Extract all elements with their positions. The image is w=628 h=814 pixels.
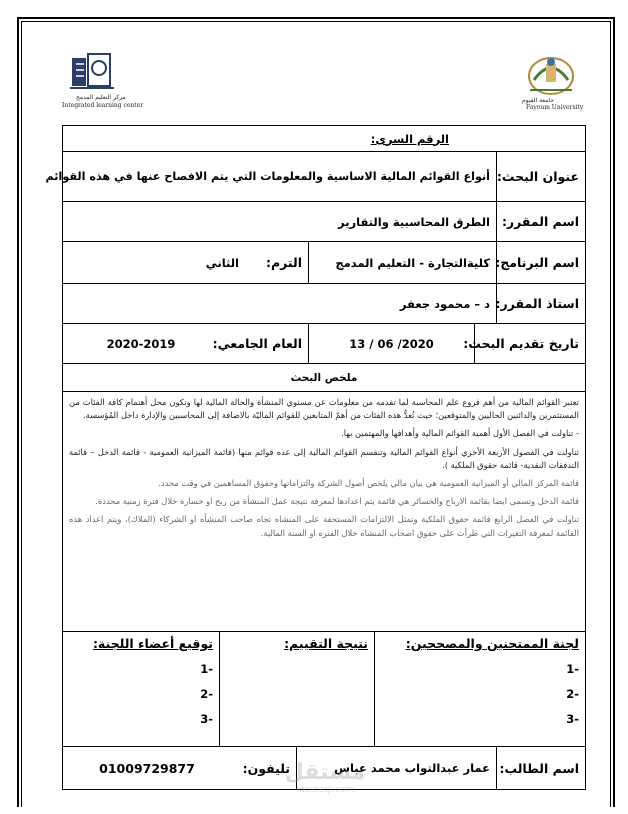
student-name-value: عمار عبدالتواب محمد عباس (297, 747, 497, 789)
summary-paragraph: تعتبر القوائم المالية من أهم فروع علم المحاسبة لما تقدمه من معلومات عن مستوي المنشأة والحالة المالية لها وتكون محل أهتمام كافة الفئات من المستثمرين والدائنين الحاليين والمتوقعين؛ حيث تُعدُّ هذه الفئات من أهمّ المتابعين للقوائم الماليّة بالاضافة إلى المحاسبين والإدارة داخل المُؤسسة. (69, 397, 579, 421)
summary-paragraph: قائمة الدخل وتسمى ايضا بقائمة الارباح والخسائر هي قائمة يتم اعدادها لمعرفة نتيجة عمل المنشأة من ربح او خسارة خلال فترة زمنية محددة. (95, 496, 579, 507)
evaluation-column (220, 632, 375, 746)
examiner-number: 1- (566, 662, 579, 676)
summary-title: ملخص البحث (290, 371, 358, 384)
research-form (45, 125, 586, 790)
instructor-value: د – محمود جعفر (63, 284, 497, 323)
phone-label: تليفون: (231, 747, 297, 789)
submission-date-label: تاريخ تقديم البحث: (463, 336, 579, 351)
watermark-text-ar: مستقل (284, 760, 366, 785)
learning-center-logo (62, 52, 144, 110)
term-value: الثاني (205, 255, 239, 270)
research-title-label: عنوان البحث: (496, 169, 579, 184)
university-logo-icon (520, 50, 582, 100)
committee-row (62, 632, 586, 747)
signature-number: 2- (200, 687, 213, 701)
summary-body (62, 392, 586, 632)
university-logo-caption: Fayoum University (526, 104, 584, 111)
secret-number-label: الرقم السرى: (370, 131, 449, 146)
learning-center-logo-icon (62, 52, 122, 94)
summary-paragraph: - تناولت في الفصل الأول أهمية القوائم المالية وأهدافها والمهتمين بها. (341, 428, 579, 439)
summary-paragraph: قائمة المركز المالي أو الميزانية العمومية هي بيان مالي يلخص أصول الشركة والتزاماتها وحقوق المساهمين في وقت محدد. (158, 478, 579, 489)
summary-paragraph: تناولت في الفصول الأربعة الأخري أنواع القوائم المالية وتنقسم القوائم المالية إلى عده قوائم منها (قائمة الميزانية العمومية - قائمة الدخل – قائمة التدفقات النقدية- قائمة حقوق الملكية ). (69, 446, 579, 470)
academic-year-label: العام الجامعي: (219, 324, 309, 363)
signatures-column (63, 632, 220, 746)
mostaql-watermark (260, 760, 390, 804)
secret-number-row (62, 125, 586, 152)
date-row (62, 324, 586, 364)
university-logo-caption-ar: جامعة الفيوم (522, 97, 554, 104)
watermark-text-en: mostaql.com (295, 785, 355, 795)
signatures-label: توقيع أعضاء اللجنة: (92, 636, 213, 651)
examiners-column (375, 632, 585, 746)
course-row (62, 202, 586, 242)
instructor-row (62, 284, 586, 324)
learning-center-caption-ar: مركز التعليم المدمج (76, 94, 126, 101)
research-title-value: أنواع القوائم المالية الاساسية والمعلومات التي يتم الافصاح عنها في هذه القوائم (40, 152, 497, 201)
course-label: اسم المقرر: (501, 214, 579, 229)
signature-number: 3- (200, 712, 213, 726)
evaluation-label: نتيجة التقييم: (284, 636, 368, 651)
research-title-row (45, 152, 586, 202)
examiner-number: 2- (566, 687, 579, 701)
summary-paragraph: تناولت في الفصل الرابع قائمة حقوق الملكية وتمثل الالتزامات المستحقة على المنشاه تجاه صاحب المنشأه او الشركاء (الملاك)، ويتم اعداد هذه القائمة لمعرفة التغيرات التي طرأت على حقوق اصحاب المنشاه خلال الفتره او السنة المالية. (69, 514, 579, 538)
summary-title-row (62, 364, 586, 392)
phone-value: 01009729877 (99, 760, 195, 776)
course-value: الطرق المحاسبية والتقارير (63, 202, 497, 241)
program-row (62, 242, 586, 284)
program-value: كليةالتجارة - التعليم المدمج (309, 242, 497, 283)
learning-center-caption-en: Integrated learning center (62, 102, 144, 109)
examiners-label: لجنة الممتحنين والمصححين: (405, 636, 579, 651)
submission-date-value: 13 / 06 /2020 (309, 324, 475, 363)
student-name-label: اسم الطالب: (499, 760, 579, 776)
term-label: الترم: (245, 242, 309, 283)
instructor-label: استاذ المقرر: (495, 296, 579, 311)
signature-number: 1- (200, 662, 213, 676)
examiner-number: 3- (566, 712, 579, 726)
program-label: اسم البرنامج: (495, 255, 579, 270)
university-logo (520, 50, 582, 110)
academic-year-value: 2020-2019 (106, 336, 176, 351)
